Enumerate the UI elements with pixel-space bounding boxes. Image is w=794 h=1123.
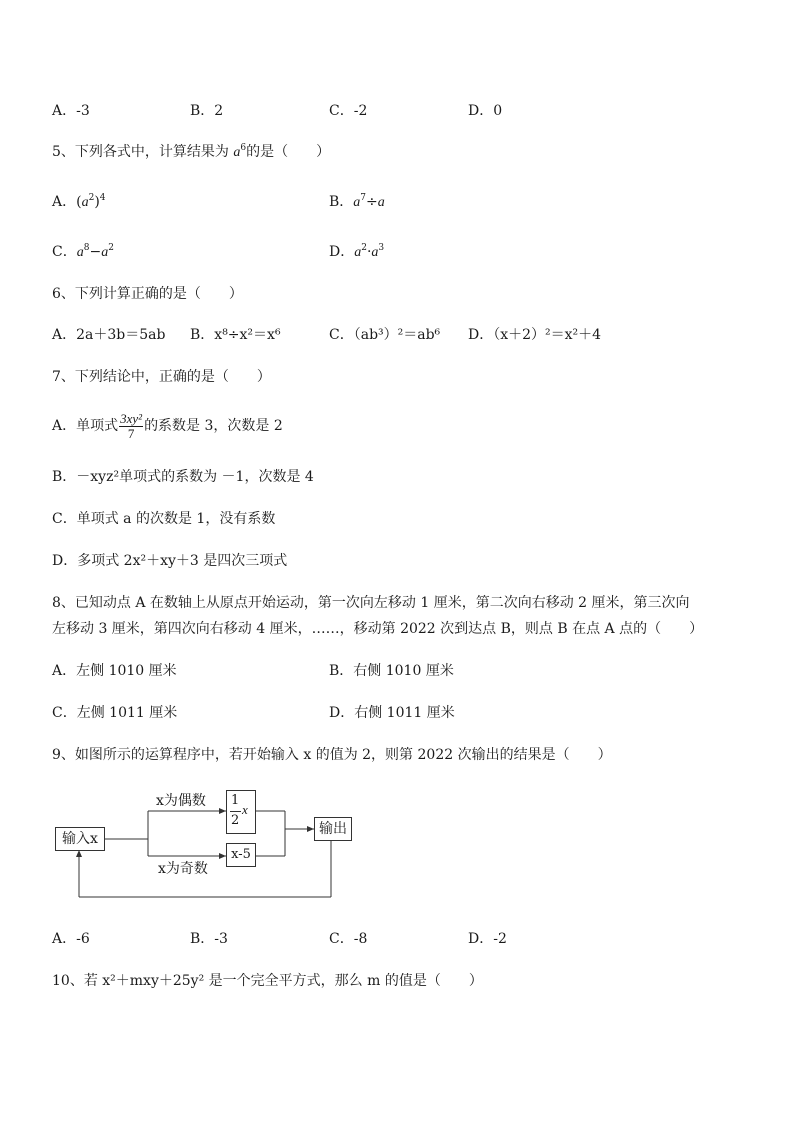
flow-odd-label: x为奇数 [158,861,208,877]
q9-stem: 9、如图所示的运算程序中，若开始输入 x 的值为 2，则第 2022 次输出的结果是（ ） [52,747,612,763]
q7-fraction: $\frac{\text{3xy²}}{7}$ [120,410,143,441]
q4-option-b: B．2 [190,103,224,119]
flow-arrow-to-output [307,826,314,832]
q10-stem: 10、若 x²＋mxy＋25y² 是一个完全平方式，那么 m 的值是（ ） [52,973,483,989]
q8-stem-line2: 左移动 3 厘米，第四次向右移动 4 厘米，……，移动第 2022 次到达点 B，则点 B 在点 A 点的（ ） [52,621,704,637]
flow-half-var: x [242,802,248,817]
flow-output-box: 输出 [314,817,352,841]
q6-option-a: A．2a＋3b＝5ab [52,327,166,343]
q5-option-d: D．$a^2\cdot a^3$ [329,243,385,260]
q6-option-b: B．x⁸÷x²＝x⁶ [190,327,281,343]
flow-arrow-to-minus [219,853,226,859]
flow-even-label: x为偶数 [156,793,206,809]
q4-option-a: A．-3 [52,103,90,119]
q7-option-d: D．多项式 2x²＋xy＋3 是四次三项式 [52,553,288,569]
q5-option-b: B．$a^7\div a$ [329,193,385,210]
q9-option-c: C．-8 [329,931,368,947]
q7-option-a: A．单项式 $\frac{\text{3xy²}}{7}$ 的系数是 3，次数是 2 [52,410,283,441]
q7-option-c: C．单项式 a 的次数是 1，没有系数 [52,511,276,527]
q8-option-d: D．右侧 1011 厘米 [329,705,455,721]
flow-half-den: 2 [231,813,240,828]
flow-half-box [226,790,256,834]
q8-stem-line1: 8、已知动点 A 在数轴上从原点开始运动，第一次向左移动 1 厘米，第二次向右移动 2 厘米，第三次向 [52,595,690,611]
q8-option-c: C．左侧 1011 厘米 [52,705,178,721]
q8-option-a: A．左侧 1010 厘米 [52,663,177,679]
q6-option-d: D．（x＋2）²＝x²＋4 [468,327,602,343]
q9-option-b: B．-3 [190,931,228,947]
flow-arrow-to-half [219,808,226,814]
q6-stem: 6、下列计算正确的是（ ） [52,286,243,302]
q7-option-b: B．－xyz²单项式的系数为 －1，次数是 4 [52,469,314,485]
q5-stem: 5、下列各式中，计算结果为 $a^6$的是（ ） [52,143,331,160]
fraction-bar [230,811,241,812]
q7-stem: 7、下列结论中，正确的是（ ） [52,369,271,385]
q4-option-d: D．0 [468,103,503,119]
q4-option-c: C．-2 [329,103,368,119]
q6-option-c: C．（ab³）²＝ab⁶ [329,327,441,343]
flow-half-num: 1 [231,793,240,808]
q5-option-c: C．$a^8-a^2$ [52,243,114,260]
q9-option-d: D．-2 [468,931,507,947]
flow-input-box: 输入x [55,827,105,851]
flow-arrow-to-input [76,850,82,857]
q8-option-b: B．右侧 1010 厘米 [329,663,454,679]
flow-minus-box: x-5 [226,843,256,867]
q9-option-a: A．-6 [52,931,90,947]
q5-option-a: A．$(a^2)^4$ [52,193,106,210]
